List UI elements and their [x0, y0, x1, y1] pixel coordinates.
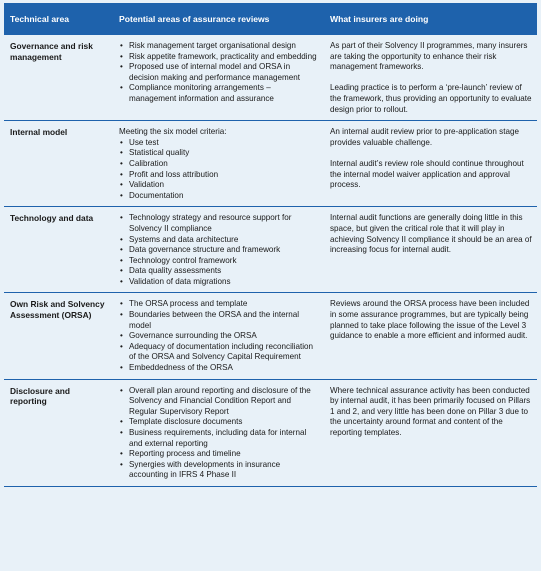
list-item: • Governance surrounding the ORSA: [119, 331, 320, 342]
assurance-reviews-cell: [113, 207, 324, 293]
insurers-paragraph: Internal audit functions are generally doing little in this space, but given the critical role that it will play in achieving Solvency II compliance it should be an area of increasing focus for internal audit.: [330, 213, 532, 255]
list-item: • Proposed use of internal model and ORSA in decision making and performance management: [119, 62, 320, 83]
review-bullet-list: [119, 386, 320, 481]
assurance-reviews-cell: [113, 121, 324, 207]
table-row: [4, 293, 537, 379]
table-row: [4, 35, 537, 121]
review-bullet-list: [119, 213, 320, 287]
list-item: • Risk management target organisational design: [119, 41, 320, 52]
technical-area-cell: Own Risk and Solvency Assessment (ORSA): [4, 293, 113, 379]
table-row: [4, 207, 537, 293]
technical-area-cell: Disclosure and reporting: [4, 379, 113, 486]
technical-area-cell: Internal model: [4, 121, 113, 207]
list-item: • Embeddedness of the ORSA: [119, 363, 320, 374]
list-item: • Validation of data migrations: [119, 277, 320, 288]
list-item: • Boundaries between the ORSA and the internal model: [119, 310, 320, 331]
list-item: • Calibration: [119, 159, 320, 170]
header-insurers-doing: What insurers are doing: [324, 3, 537, 35]
list-item: • Technology strategy and resource support for Solvency II compliance: [119, 213, 320, 234]
technical-area-cell: Technology and data: [4, 207, 113, 293]
list-item: • Template disclosure documents: [119, 417, 320, 428]
criteria-intro: Meeting the six model criteria:: [119, 127, 227, 137]
technical-area-cell: Governance and risk management: [4, 35, 113, 121]
list-item: • Profit and loss attribution: [119, 170, 320, 181]
insurers-doing-cell: [324, 121, 537, 207]
list-item: • Data governance structure and framework: [119, 245, 320, 256]
review-bullet-list: [119, 138, 320, 202]
list-item: • Overall plan around reporting and disclosure of the Solvency and Financial Condition Report and Regular Supervisory Report: [119, 386, 320, 418]
table-header-row: [4, 3, 537, 35]
assurance-reviews-cell: [113, 293, 324, 379]
list-item: • Validation: [119, 180, 320, 191]
list-item: • Systems and data architecture: [119, 235, 320, 246]
insurers-doing-cell: [324, 379, 537, 486]
list-item: • Reporting process and timeline: [119, 449, 320, 460]
list-item: • Business requirements, including data for internal and external reporting: [119, 428, 320, 449]
table-row: [4, 121, 537, 207]
assurance-reviews-cell: [113, 379, 324, 486]
header-assurance-reviews: Potential areas of assurance reviews: [113, 3, 324, 35]
table-body: [4, 35, 537, 486]
assurance-reviews-cell: [113, 35, 324, 121]
assurance-table: [4, 3, 537, 487]
insurers-doing-cell: [324, 207, 537, 293]
insurers-paragraph: Leading practice is to perform a ‘pre-launch’ review of the framework, thus providing an opportunity to evaluate design prior to rollout.: [330, 83, 532, 114]
list-item: • The ORSA process and template: [119, 299, 320, 310]
list-item: • Technology control framework: [119, 256, 320, 267]
list-item: • Compliance monitoring arrangements – management information and assurance: [119, 83, 320, 104]
list-item: • Synergies with developments in insurance accounting in IFRS 4 Phase II: [119, 460, 320, 481]
insurers-doing-cell: [324, 293, 537, 379]
review-bullet-list: [119, 299, 320, 373]
list-item: • Use test: [119, 138, 320, 149]
table-row: [4, 379, 537, 486]
insurers-paragraph: Internal audit’s review role should continue throughout the internal model waiver application and approval process.: [330, 158, 524, 190]
insurers-paragraph: As part of their Solvency II programmes, many insurers are taking the opportunity to enhance their risk management frameworks.: [330, 41, 528, 72]
insurers-paragraph: Where technical assurance activity has been conducted by internal audit, it has been primarily focused on Pillars 1 and 2, and very little has been done on Pillar 3 due to the uncertainty around format and content of the reporting templates.: [330, 385, 531, 437]
list-item: • Documentation: [119, 191, 320, 202]
insurers-doing-cell: [324, 35, 537, 121]
insurers-paragraph: Reviews around the ORSA process have been included in some assurance programmes, but are typically being planned to take place following the issue of the Level 3 guidance to enable a more efficient and informed audit.: [330, 299, 530, 341]
list-item: • Risk appetite framework, practicality and embedding: [119, 52, 320, 63]
insurers-paragraph: An internal audit review prior to pre-application stage provides valuable challenge.: [330, 127, 519, 147]
list-item: • Adequacy of documentation including reconciliation of the ORSA and Solvency Capital Requirement: [119, 342, 320, 363]
header-technical-area: Technical area: [4, 3, 113, 35]
list-item: • Statistical quality: [119, 148, 320, 159]
review-bullet-list: [119, 41, 320, 105]
list-item: • Data quality assessments: [119, 266, 320, 277]
